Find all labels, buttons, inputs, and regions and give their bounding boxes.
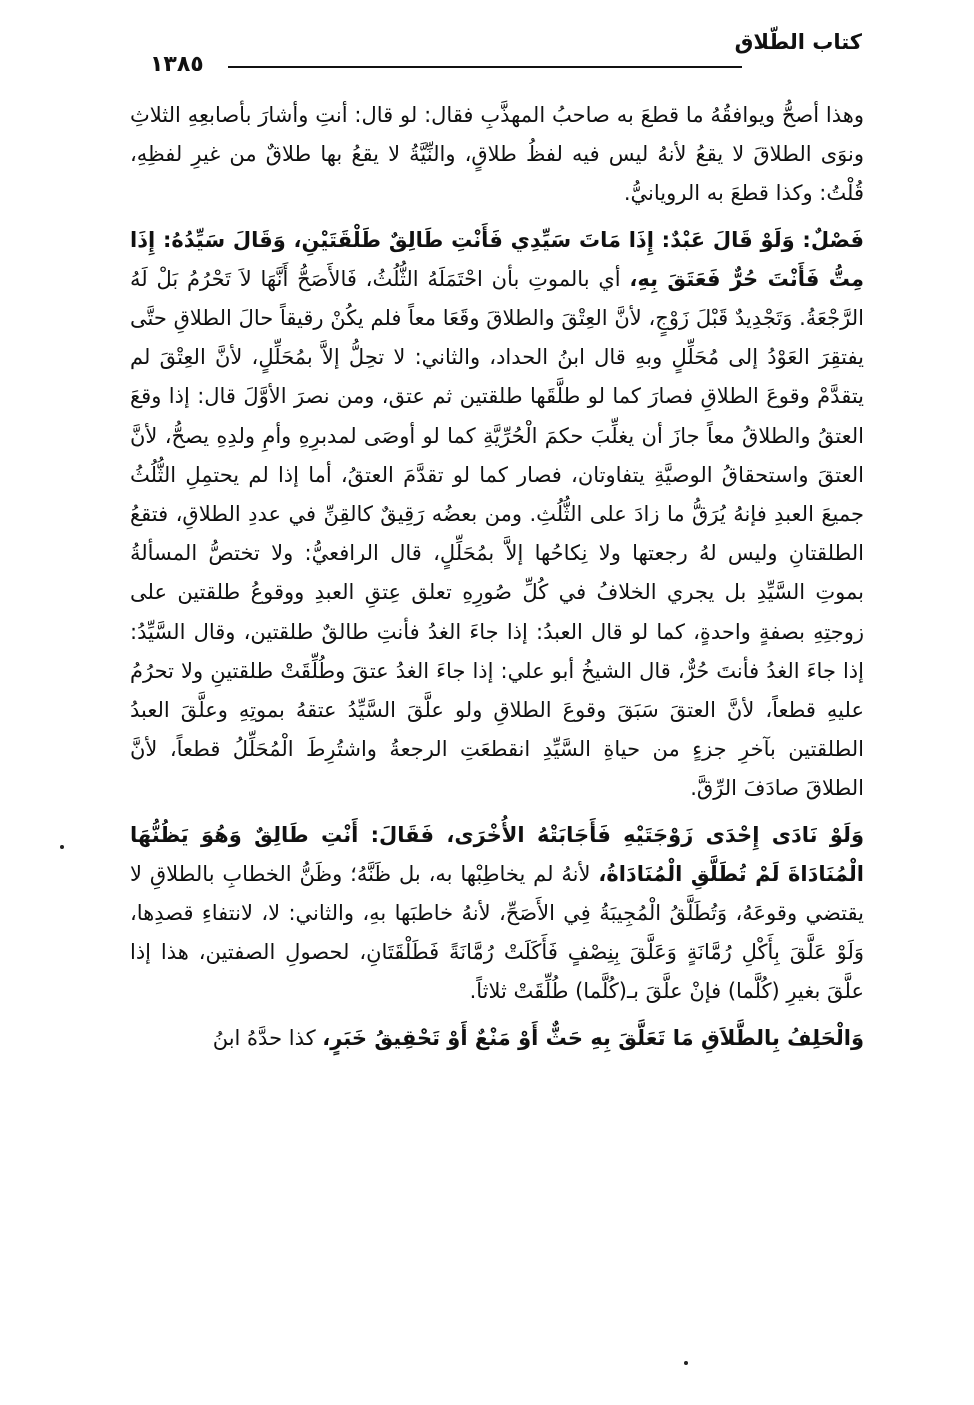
paragraph-4-lead: وَالْحَلِفُ بِالطَّلاَقِ مَا تَعَلَّقَ بِهِ حَثٌّ أَوْ مَنْعٌ أَوْ تَحْقِيقُ خَبَرٍ،: [322, 1025, 864, 1050]
paragraph-4-text: كذا حدَّهُ ابنُ: [212, 1025, 323, 1050]
paragraph-2-text: أي بالموتِ بأن احْتَمَلَهُ الثُّلُثُ، فَالأَصَحُّ أَنَّهَا لاَ تَحْرُمُ بَلْ لَهُ الرَّجْعَةُ. وَتَجْدِيدٌ قَبْلَ زَوْجٍ، لأنَّ العِتْقَ والطلاقَ وقَعَا معاً فلم يكُنْ رقيقاً حالَ الطلاقِ حتَّى يفتقِرَ العَوْدُ إلى مُحَلِّلٍ وبهِ قال ابنُ الحداد، والثاني: لا تحِلُّ إلاَّ بمُحَلِّلٍ، لأنَّ العِتْقَ لم يتقدَّمْ وقوعَ الطلاقِ فصارَ كما لو طلَّقَها طلقتين ثم عتق، ومن نصرَ الأوَّلَ قال: إذا وقعَ العتقُ والطلاقُ معاً جازَ أن يغلِّبَ حكمَ الْحُرِّيَّةِ كما لو أوصَى لمدبرِهِ وأمِ ولدِهِ يصحُّ، لأنَّ العتقَ واستحقاقُ الوصيَّةِ يتفاوتان، فصار كما لو تقدَّمَ العتقُ، أما إذا لم يحتمِلِ الثُّلُثُ جميعَ العبدِ فإنهُ يُرَقُّ ما زادَ على الثُّلُثِ. ومن بعضُه رَقِيقٌ كالقِنِّ في عددِ الطلاقِ، فتقعُ الطلقتانِ وليس لهُ رجعتها ولا نِكاحُها إلاَّ بمُحَلِّلٍ، قال الرافعيُّ: ولا تختصُّ المسألةُ بموتِ السَّيِّدِ بل يجري الخلافُ في كُلِّ صُورِهِ تعلق عِتقِ العبدِ ووقوعُ طلقتين على زوجتِهِ بصفةٍ واحدةٍ، كما لو قال العبدُ: إذا جاءَ الغدُ فأنتِ طالقٌ طلقتين، وقال السَّيِّدُ: إذا جاءَ الغدُ فأنتَ حُرٌّ، قال الشيخُ أبو علي: إذا جاءَ الغدُ عتقَ وطُلِّقَتْ طلقتينِ ولا تحرُمُ عليهِ قطعاً، لأنَّ العتقَ سَبَقَ وقوعَ الطلاقِ ولو علَّقَ السَّيِّدُ عتقهُ بموتِهِ وعلَّقَ العبدُ الطلقتين بآخرِ جزءٍ من حياةِ السَّيِّدِ انقطعَتِ الرجعةُ واشتُرِطَ الْمُحَلِّلُ قطعاً، لأنَّ الطلاقَ صادَفَ الرِّقَّ.: [130, 266, 864, 801]
page-body: [130, 96, 864, 1058]
chapter-title: كتاب الطّلاق: [734, 30, 862, 54]
paragraph-4: [130, 1019, 864, 1058]
paragraph-1-text: وهذا أصحُّ ويوافقُهُ ما قطعَ به صاحبُ المهذَّبِ فقال: لو قال: أنتِ وأشارَ بأصابعِهِ الثلاثِ ونوَى الطلاقَ لا يقعُ لأنهُ ليس فيه لفظُ طلاقٍ، والنِّيَّةُ لا يقعُ بها طلاقٌ من غيرِ لفظِهِ، قُلْتُ: وكذا قطعَ به الرويانيُّ.: [130, 103, 864, 206]
page-number: ١٣٨٥: [150, 52, 204, 77]
scan-speck: [60, 845, 64, 849]
paragraph-3-lead: وَلَوْ نَادَى إِحْدَى زَوْجَتَيْهِ فَأَجَابَتْهُ الأُخْرَى، فَقَالَ: أَنْتِ طَالِقٌ وَهُوَ يَظُنُّهَا الْمُنَادَاةَ لَمْ تُطَلَّقِ الْمُنَادَاةُ،: [130, 822, 864, 886]
paragraph-2-lead: فَصْلٌ: وَلَوْ قَالَ عَبْدٌ: إِذَا مَاتَ سَيِّدِي فَأَنْتِ طَالِقٌ طَلْقَتَيْنِ، وَقَالَ سَيِّدُهُ: إِذَا مِتُّ فَأَنْتَ حُرٌّ فَعَتَقَ بِهِ،: [130, 227, 864, 291]
header-rule: [228, 66, 742, 68]
running-header: [150, 28, 862, 78]
paragraph-3-text: لأنهُ لم يخاطِبْها به، بل ظَنَّهُ؛ وظَنُّ الخطابِ بالطلاقِ لا يقتضي وقوعَهُ، وَتُطَلَّقُ الْمُجِيبَةُ فِي الأَصَحِّ، لأنهُ خاطبَها بهِ، والثاني: لا، لانتفاءِ قصدِها، وَلَوْ عَلَّقَ بِأَكْلِ رُمَّانَةٍ وَعَلَّقَ بِنِصْفٍ فَأَكَلَتْ رُمَّانَةً فَطَلْقَتَانِ، لحصولِ الصفتين، هذا إذا علَّقَ بغيرِ (كُلَّما) فإنْ علَّقَ بـ(كُلَّما) طُلِّقَتْ ثلاثاً.: [130, 861, 864, 1004]
paragraph-2: [130, 221, 864, 809]
paragraph-3: [130, 816, 864, 1012]
paragraph-1: [130, 96, 864, 214]
scan-speck: [684, 1361, 688, 1365]
